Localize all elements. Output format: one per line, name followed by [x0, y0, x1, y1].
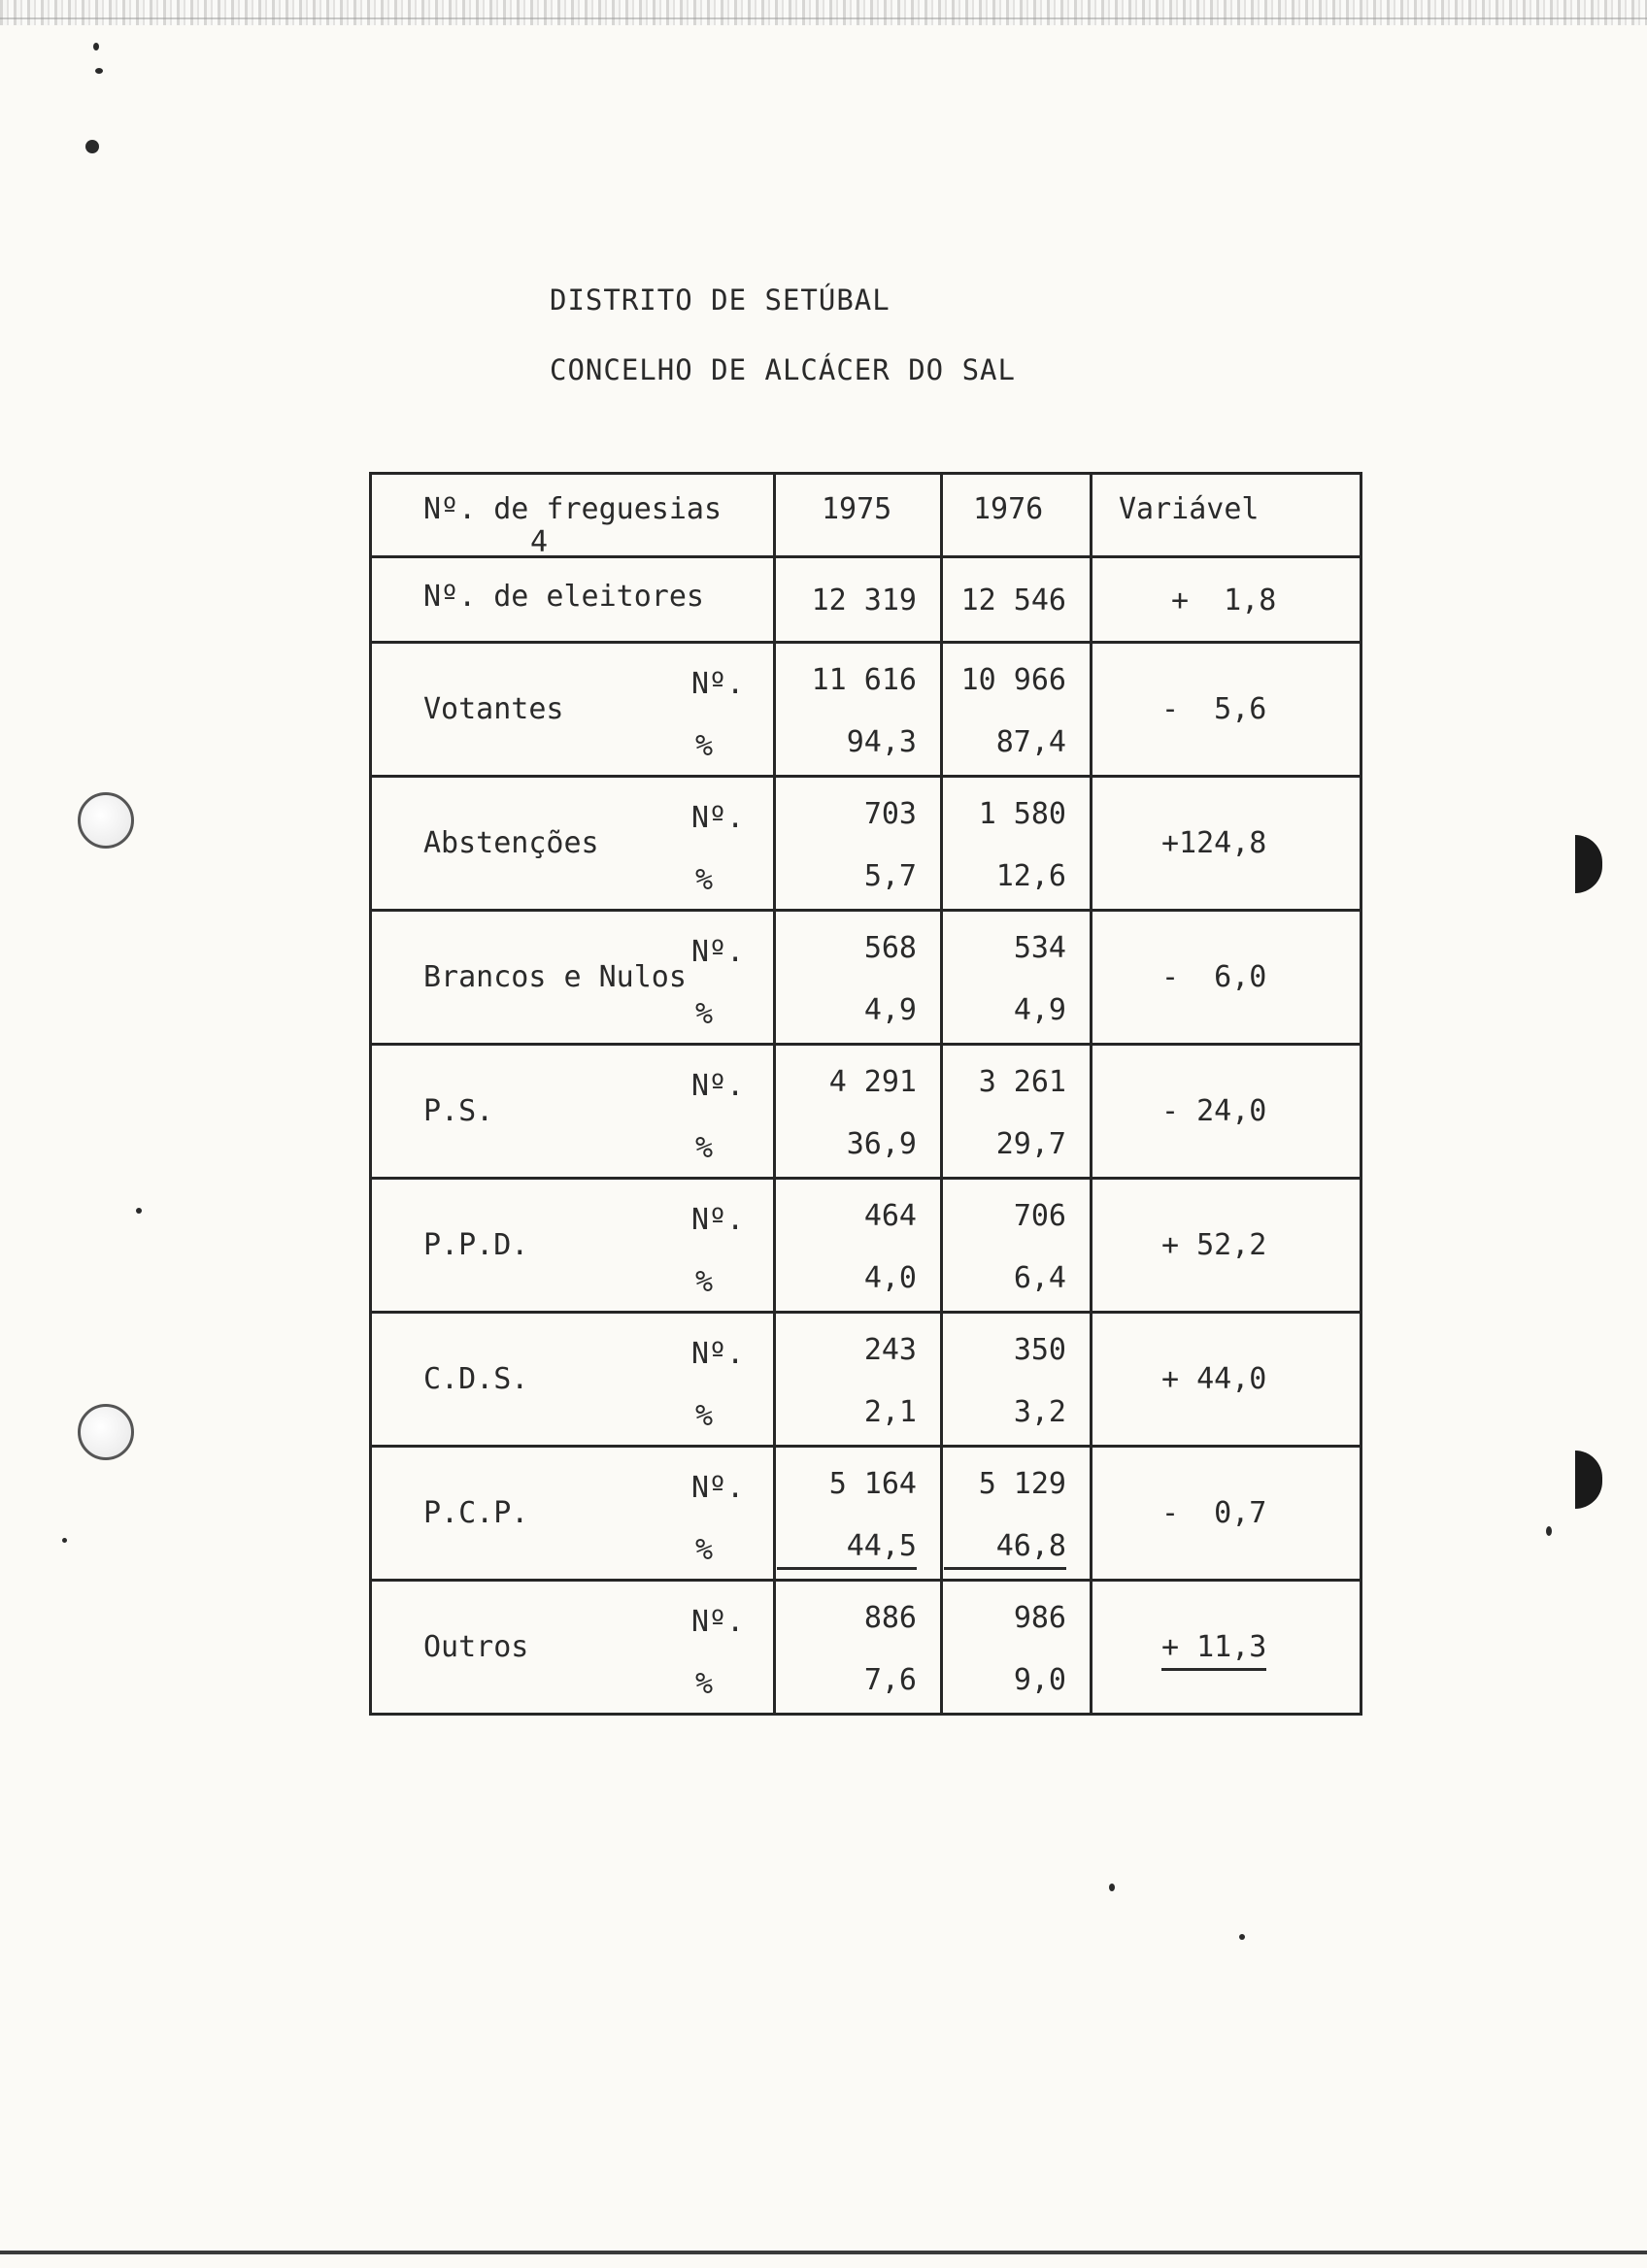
table-column-border: [1360, 472, 1362, 1716]
row-variation: + 11,3: [1161, 1633, 1266, 1671]
count-label: Nº.: [691, 1203, 745, 1237]
punch-hole-lower: [78, 1404, 134, 1460]
count-1976: 10 966: [960, 663, 1066, 697]
row-variation: +124,8: [1161, 826, 1267, 860]
count-1976: 5 129: [978, 1467, 1066, 1501]
scan-speck: [1109, 1884, 1115, 1891]
percent-1976: 46,8: [944, 1532, 1066, 1570]
count-1976: 3 261: [978, 1065, 1066, 1099]
count-1975: 4 291: [828, 1065, 917, 1099]
row-label: Abstenções: [423, 826, 599, 860]
percent-1976: 29,7: [995, 1127, 1066, 1161]
district-heading: DISTRITO DE SETÚBAL: [550, 284, 891, 317]
table-row-border: [369, 472, 1362, 475]
scan-top-line: [0, 17, 1647, 19]
electors-1976: 12 546: [960, 584, 1066, 617]
percent-label: %: [695, 1399, 714, 1433]
row-variation: + 52,2: [1161, 1228, 1267, 1262]
scan-speck: [1546, 1526, 1552, 1536]
electors-variation: + 1,8: [1171, 584, 1277, 617]
count-label: Nº.: [691, 1069, 745, 1103]
percent-1975: 4,9: [863, 993, 917, 1027]
parishes-label: Nº. de freguesias: [423, 492, 723, 526]
table-column-border: [773, 472, 776, 1716]
count-1975: 464: [863, 1199, 917, 1233]
table-column-border: [1090, 472, 1092, 1716]
electors-label: Nº. de eleitores: [423, 580, 704, 614]
count-label: Nº.: [691, 1471, 745, 1505]
count-1975: 11 616: [811, 663, 917, 697]
table-row-border: [369, 909, 1362, 912]
count-1976: 350: [1013, 1333, 1066, 1367]
table-row-border: [369, 1579, 1362, 1582]
table-row-border: [369, 1713, 1362, 1716]
count-1975: 5 164: [828, 1467, 917, 1501]
table-row-border: [369, 1177, 1362, 1180]
count-1975: 886: [863, 1601, 917, 1635]
row-label: Brancos e Nulos: [423, 960, 687, 994]
count-label: Nº.: [691, 801, 745, 835]
binder-mark-lower: [1575, 1451, 1602, 1509]
scan-speck: [136, 1208, 142, 1214]
count-1976: 1 580: [978, 797, 1066, 831]
percent-1976: 4,9: [1013, 993, 1066, 1027]
electors-1975: 12 319: [811, 584, 917, 617]
scan-top-edge: [0, 0, 1647, 25]
row-label: C.D.S.: [423, 1362, 529, 1396]
row-variation: - 5,6: [1161, 692, 1267, 726]
table-row-border: [369, 775, 1362, 778]
table-row-border: [369, 555, 1362, 558]
scan-bottom-edge: [0, 2251, 1647, 2254]
count-1975: 568: [863, 931, 917, 965]
count-label: Nº.: [691, 667, 745, 701]
count-label: Nº.: [691, 935, 745, 969]
count-1976: 534: [1013, 931, 1066, 965]
table-column-border: [940, 472, 943, 1716]
percent-label: %: [695, 1131, 714, 1165]
punch-hole-upper: [78, 792, 134, 849]
variation-header: Variável: [1119, 492, 1260, 526]
municipality-heading: CONCELHO DE ALCÁCER DO SAL: [550, 353, 1016, 386]
count-label: Nº.: [691, 1605, 745, 1639]
row-variation: + 44,0: [1161, 1362, 1267, 1396]
percent-label: %: [695, 1667, 714, 1701]
percent-1975: 5,7: [863, 859, 917, 893]
count-label: Nº.: [691, 1337, 745, 1371]
count-1976: 706: [1013, 1199, 1066, 1233]
year-1975-header: 1975: [822, 492, 892, 526]
row-variation: - 24,0: [1161, 1094, 1267, 1128]
row-label: Votantes: [423, 692, 564, 726]
percent-1976: 3,2: [1013, 1395, 1066, 1429]
binder-mark-upper: [1575, 835, 1602, 893]
year-1976-header: 1976: [973, 492, 1044, 526]
scan-speck: [95, 68, 103, 74]
scan-speck: [85, 140, 99, 153]
percent-label: %: [695, 863, 714, 897]
count-1976: 986: [1013, 1601, 1066, 1635]
percent-label: %: [695, 997, 714, 1031]
percent-1976: 6,4: [1013, 1261, 1066, 1295]
percent-1975: 2,1: [863, 1395, 917, 1429]
table-column-border: [369, 472, 372, 1716]
table-row-border: [369, 1445, 1362, 1448]
row-label: P.P.D.: [423, 1228, 529, 1262]
percent-1975: 94,3: [846, 725, 917, 759]
percent-label: %: [695, 729, 714, 763]
scan-speck: [93, 43, 99, 50]
percent-1975: 36,9: [846, 1127, 917, 1161]
percent-1975: 44,5: [777, 1532, 917, 1570]
percent-1975: 7,6: [863, 1663, 917, 1697]
percent-label: %: [695, 1533, 714, 1567]
scan-speck: [62, 1538, 67, 1543]
row-label: P.S.: [423, 1094, 494, 1128]
count-1975: 243: [863, 1333, 917, 1367]
row-variation: - 0,7: [1161, 1496, 1267, 1530]
percent-1976: 87,4: [995, 725, 1066, 759]
table-row-border: [369, 1043, 1362, 1046]
count-1975: 703: [863, 797, 917, 831]
row-label: Outros: [423, 1630, 529, 1664]
row-variation: - 6,0: [1161, 960, 1267, 994]
table-row-border: [369, 641, 1362, 644]
scan-speck: [1239, 1934, 1245, 1940]
table-row-border: [369, 1311, 1362, 1314]
percent-label: %: [695, 1265, 714, 1299]
percent-1975: 4,0: [863, 1261, 917, 1295]
parishes-count: 4: [530, 525, 549, 559]
percent-1976: 12,6: [995, 859, 1066, 893]
row-label: P.C.P.: [423, 1496, 529, 1530]
percent-1976: 9,0: [1013, 1663, 1066, 1697]
